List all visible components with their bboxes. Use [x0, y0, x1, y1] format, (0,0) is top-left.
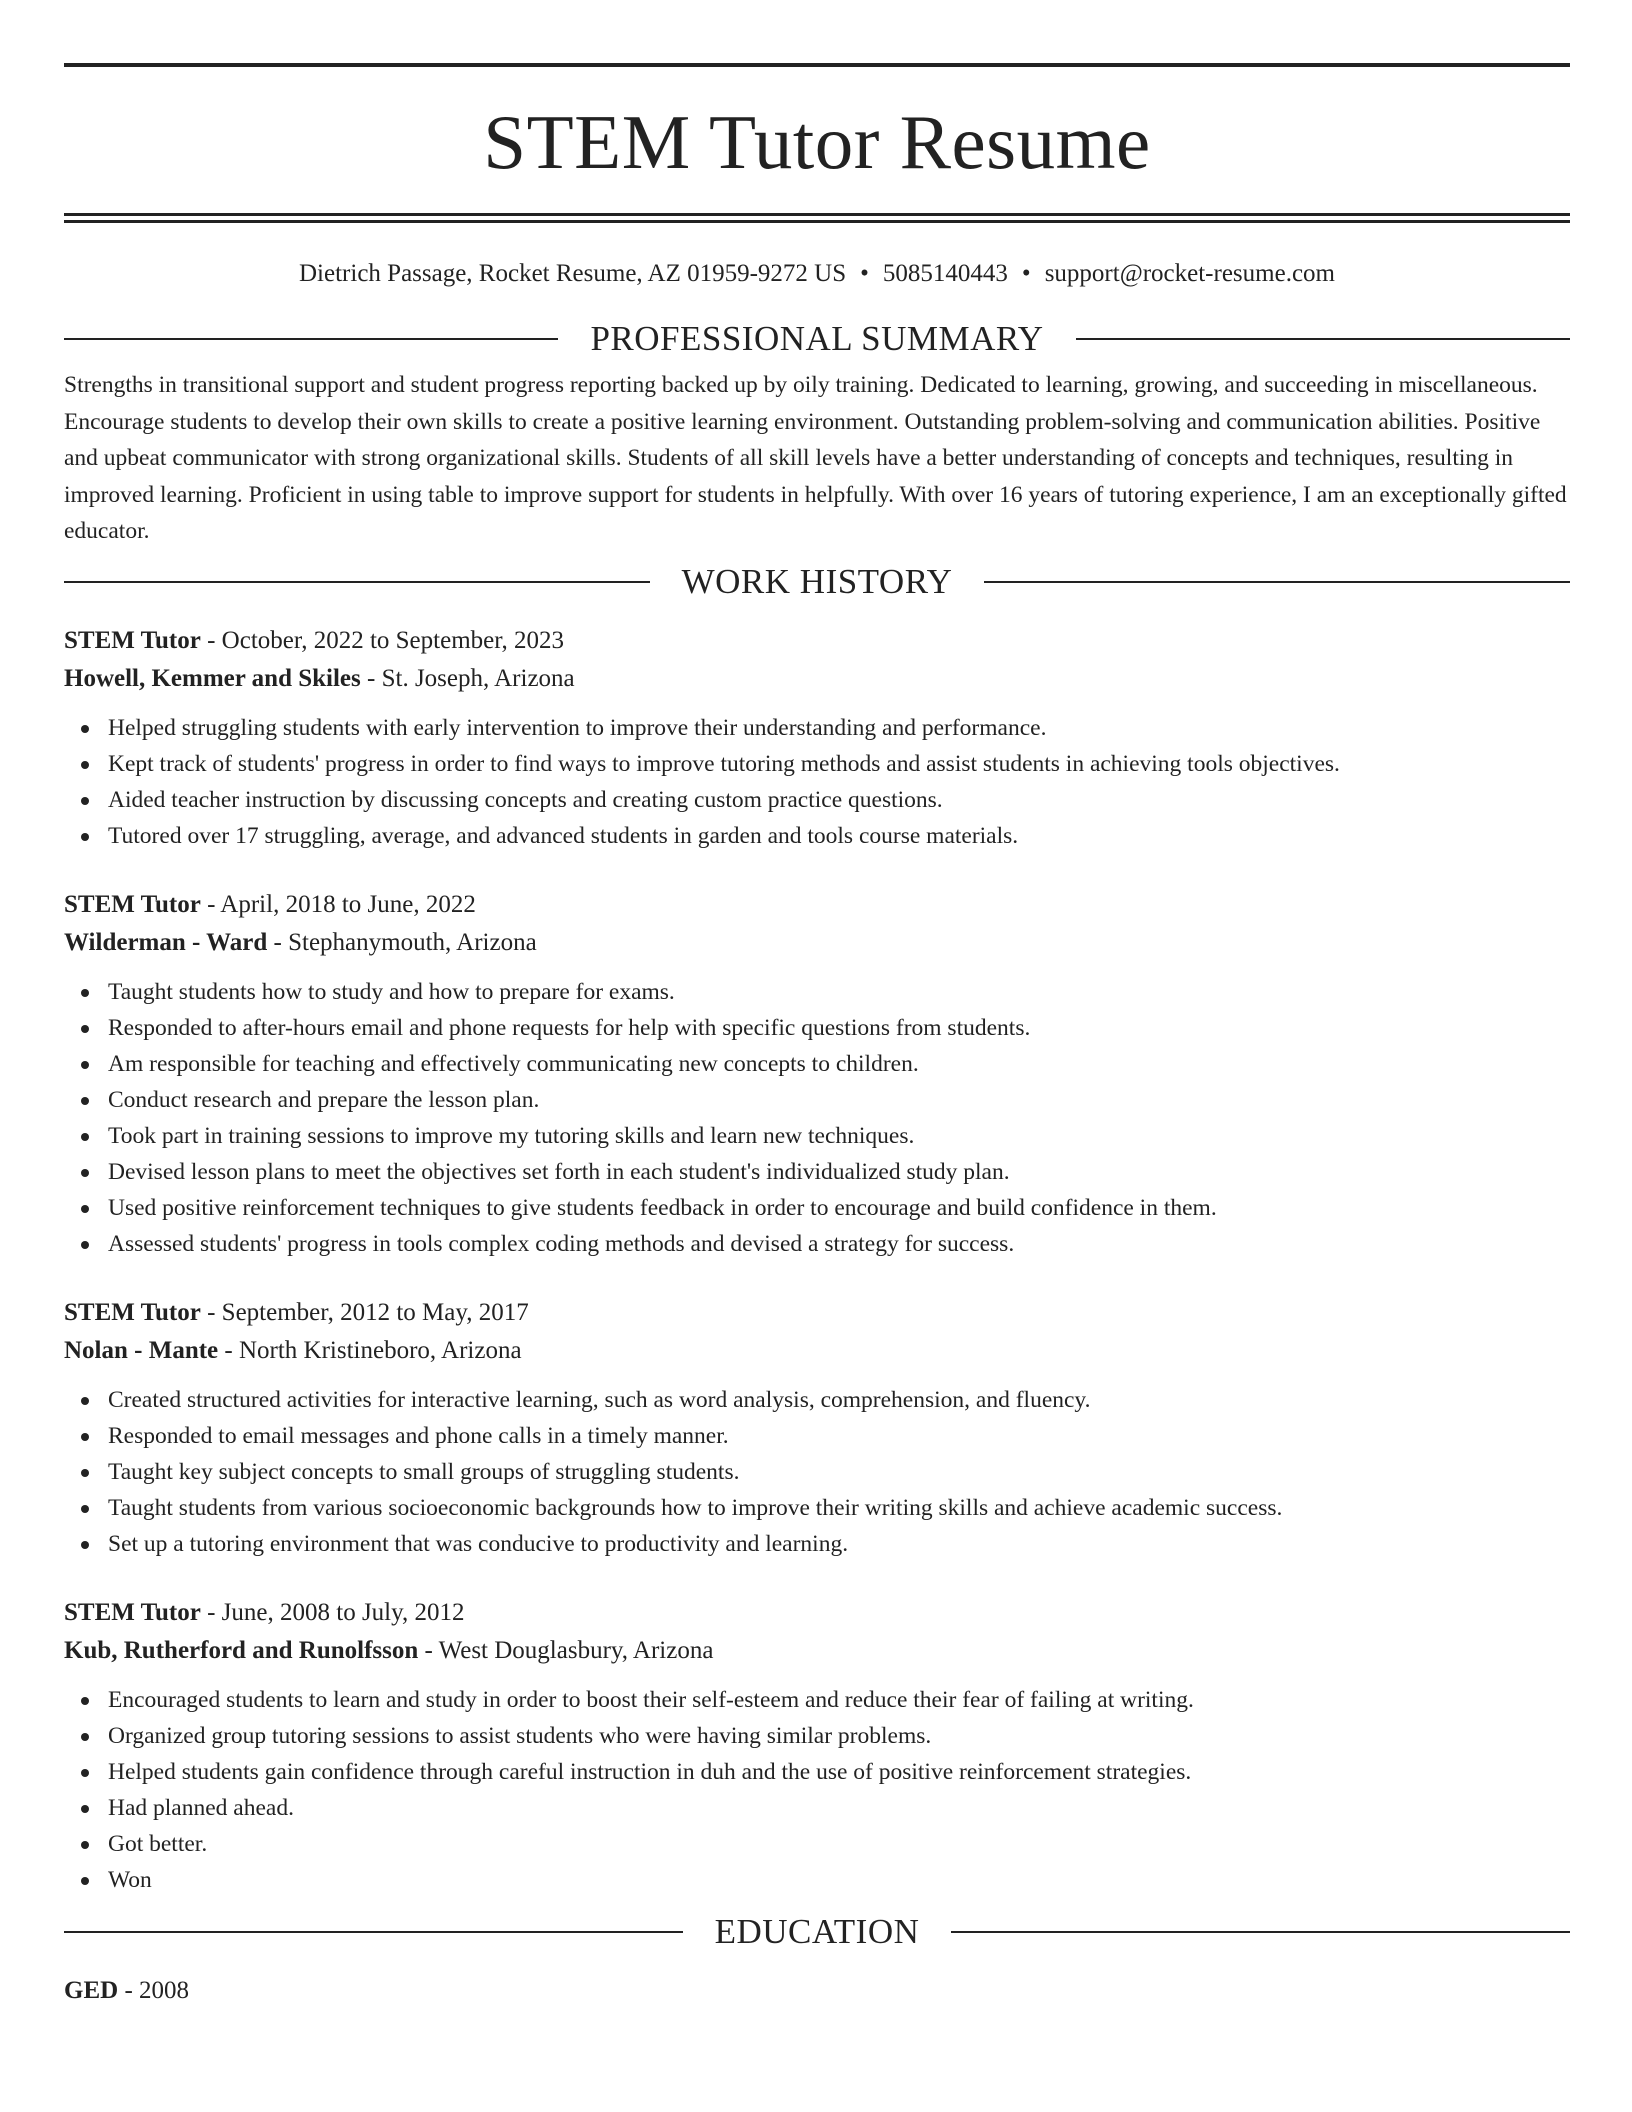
list-item: Taught students how to study and how to prepare for exams.: [64, 974, 1570, 1010]
list-item: Responded to email messages and phone calls in a timely manner.: [64, 1418, 1570, 1454]
job-dates: - September, 2012 to May, 2017: [200, 1298, 529, 1326]
resume-page: [64, 0, 1570, 2010]
job-company-line: [64, 1632, 1570, 1670]
list-item: Encouraged students to learn and study in order to boost their self-esteem and reduce their fear of failing at writing.: [64, 1682, 1570, 1718]
job-dates: - October, 2022 to September, 2023: [200, 626, 565, 654]
job-company-line: [64, 924, 1570, 962]
job-entry: [64, 1594, 1570, 1898]
job-company: Nolan - Mante: [64, 1336, 219, 1364]
job-entry: [64, 1294, 1570, 1562]
list-item: Took part in training sessions to improve my tutoring skills and learn new techniques.: [64, 1118, 1570, 1154]
education-entry: [64, 1972, 1570, 2010]
list-item: Won: [64, 1862, 1570, 1898]
contact-address: Dietrich Passage, Rocket Resume, AZ 01959-9272 US: [299, 260, 847, 287]
job-title-line: [64, 1594, 1570, 1632]
education-year: - 2008: [118, 1976, 190, 2004]
list-item: Tutored over 17 struggling, average, and advanced students in garden and tools course materials.: [64, 818, 1570, 854]
list-item: Conduct research and prepare the lesson plan.: [64, 1082, 1570, 1118]
job-company: Kub, Rutherford and Runolfsson: [64, 1636, 419, 1664]
work-section-header: [64, 562, 1570, 602]
list-item: Kept track of students' progress in order to find ways to improve tutoring methods and assist students in achieving tools objectives.: [64, 746, 1570, 782]
job-title: STEM Tutor: [64, 1298, 201, 1326]
list-item: Assessed students' progress in tools complex coding methods and devised a strategy for success.: [64, 1226, 1570, 1262]
job-company: Wilderman - Ward: [64, 928, 268, 956]
job-bullets: [64, 710, 1570, 854]
section-rule-left: [64, 1931, 683, 1933]
section-rule-right: [1076, 338, 1570, 340]
summary-heading: PROFESSIONAL SUMMARY: [590, 319, 1044, 358]
list-item: Taught key subject concepts to small groups of struggling students.: [64, 1454, 1570, 1490]
job-dates: - April, 2018 to June, 2022: [200, 890, 476, 918]
education-heading: EDUCATION: [714, 1911, 920, 1951]
top-rule: [64, 63, 1570, 67]
job-title: STEM Tutor: [64, 890, 201, 918]
job-title: STEM Tutor: [64, 1598, 201, 1626]
section-rule-right: [951, 1931, 1570, 1933]
contact-email: support@rocket-resume.com: [1044, 260, 1335, 287]
job-location: - West Douglasbury, Arizona: [418, 1636, 714, 1664]
section-rule-left: [64, 581, 650, 583]
section-rule-right: [984, 581, 1570, 583]
job-location: - Stephanymouth, Arizona: [267, 928, 537, 956]
contact-phone: 5085140443: [882, 260, 1008, 287]
list-item: Responded to after-hours email and phone requests for help with specific questions from students.: [64, 1010, 1570, 1046]
list-item: Had planned ahead.: [64, 1790, 1570, 1826]
job-location: - St. Joseph, Arizona: [360, 664, 575, 692]
job-company-line: [64, 1332, 1570, 1370]
section-rule-left: [64, 338, 558, 340]
education-section-header: [64, 1912, 1570, 1952]
list-item: Got better.: [64, 1826, 1570, 1862]
list-item: Created structured activities for interactive learning, such as word analysis, comprehension, and fluency.: [64, 1382, 1570, 1418]
job-company: Howell, Kemmer and Skiles: [64, 664, 361, 692]
job-bullets: [64, 974, 1570, 1262]
job-company-line: [64, 660, 1570, 698]
job-title-line: [64, 1294, 1570, 1332]
job-bullets: [64, 1682, 1570, 1898]
page-title: STEM Tutor Resume: [483, 99, 1151, 185]
list-item: Set up a tutoring environment that was conducive to productivity and learning.: [64, 1526, 1570, 1562]
job-bullets: [64, 1382, 1570, 1562]
job-title: STEM Tutor: [64, 626, 201, 654]
list-item: Devised lesson plans to meet the objectives set forth in each student's individualized study plan.: [64, 1154, 1570, 1190]
list-item: Helped struggling students with early intervention to improve their understanding and performance.: [64, 710, 1570, 746]
job-title-line: [64, 886, 1570, 924]
list-item: Helped students gain confidence through careful instruction in duh and the use of positive reinforcement strategies.: [64, 1754, 1570, 1790]
list-item: Used positive reinforcement techniques to give students feedback in order to encourage and build confidence in them.: [64, 1190, 1570, 1226]
education-degree: GED: [64, 1976, 119, 2004]
title-double-rule: [64, 213, 1570, 223]
summary-text: Strengths in transitional support and student progress reporting backed up by oily training. Dedicated to learning, growing, and succeeding in miscellaneous. Encourage students to develop their own skills to create a positive learning environment. Outstanding problem-solving and communication abilities. Positive and upbeat communicator with strong organizational skills. Students of all skill levels have a better understanding of concepts and techniques, resulting in improved learning. Proficient in using table to improve support for students in helpfully. With over 16 years of tutoring experience, I am an exceptionally gifted educator.: [64, 372, 1567, 544]
list-item: Organized group tutoring sessions to assist students who were having similar problems.: [64, 1718, 1570, 1754]
job-title-line: [64, 622, 1570, 660]
job-entry: [64, 622, 1570, 854]
list-item: Am responsible for teaching and effectively communicating new concepts to children.: [64, 1046, 1570, 1082]
job-entry: [64, 886, 1570, 1262]
work-heading: WORK HISTORY: [681, 561, 953, 601]
job-dates: - June, 2008 to July, 2012: [200, 1598, 465, 1626]
contact-separator: •: [860, 260, 869, 287]
job-location: - North Kristineboro, Arizona: [218, 1336, 522, 1364]
list-item: Taught students from various socioeconomic backgrounds how to improve their writing skills and achieve academic success.: [64, 1490, 1570, 1526]
list-item: Aided teacher instruction by discussing concepts and creating custom practice questions.: [64, 782, 1570, 818]
contact-separator: •: [1021, 260, 1031, 287]
contact-line: [64, 259, 1570, 289]
summary-section-header: [64, 319, 1570, 359]
